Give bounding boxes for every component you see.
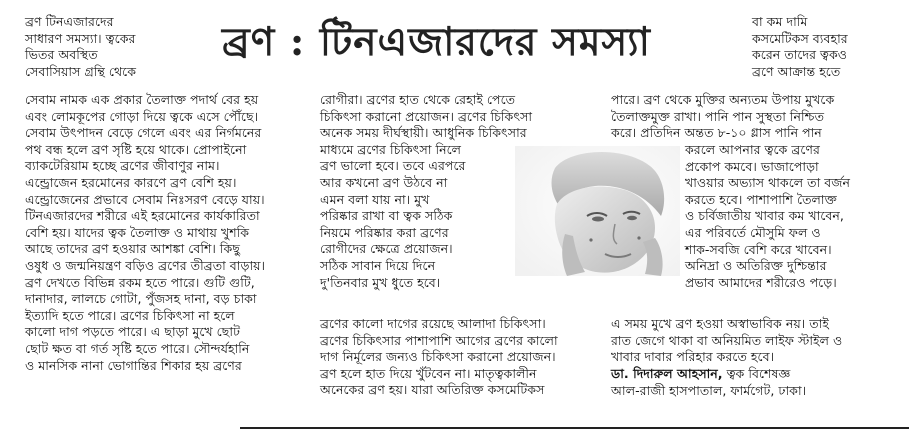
text-line: ওষুধ ও জন্মনিয়ন্ত্রণ বড়িও ব্রণের তীব্রতা বাড়ায়। — [25, 257, 266, 273]
text-line: টিনএজারদের শরীরে এই হরমোনের কার্যকারিতা — [25, 208, 260, 224]
column-1-text — [25, 92, 265, 374]
column-3-bottom-text — [611, 316, 842, 366]
text-line: ব্রণ টিনএজারদের — [25, 14, 114, 29]
text-line: করেন তাদের ত্বকও — [752, 47, 848, 63]
text-line: আর কখনো ব্রণ উঠবে না — [320, 174, 448, 190]
text-line: পারে। ব্রণ থেকে মুক্তির অন্যতম উপায় মুখকে — [611, 92, 835, 107]
text-line: বা কম দামি — [752, 14, 808, 29]
text-line: এ সময় মুখে ব্রণ হওয়া অস্বাভাবিক নয়। তাই — [611, 316, 829, 331]
intro-right — [752, 14, 848, 80]
author-byline — [611, 366, 806, 399]
text-line: খাবার দাবার পরিহার করতে হবে। — [611, 349, 775, 365]
text-line: কসমেটিকস ব্যবহার — [752, 30, 848, 46]
author-affiliation: আল-রাজী হাসপাতাল, ফার্মগেট, ঢাকা। — [611, 382, 807, 398]
column-2-text — [320, 92, 532, 291]
text-line: প্রভাব আমাদের শরীরেও পড়ে। — [685, 274, 837, 290]
text-line: ব্যাকটেরিয়াম হচ্ছে ব্রণের জীবাণুর নাম। — [25, 158, 220, 174]
text-line: ইত্যাদি হতে পারে। ব্রণের চিকিৎসা না হলে — [25, 307, 235, 323]
text-line: অনিদ্রা ও অতিরিক্ত দুশ্চিন্তার — [685, 258, 827, 274]
text-line: করতে হবে। পাশাপাশি তৈলাক্ত — [685, 191, 837, 207]
author-name: ডা. দিদারুল আহসান, — [611, 366, 723, 381]
text-line: রোগীদের ক্ষেত্রে প্রয়োজন। — [320, 241, 453, 257]
column-3-text — [611, 92, 834, 142]
text-line: ব্রণ হলে হাত দিয়ে খুঁটবেন না। মাতৃত্বকালীন — [320, 365, 537, 381]
acne-woman-photo — [515, 146, 680, 276]
text-line: সাধারণ সমস্যা। ত্বকের — [25, 30, 136, 46]
text-line: ব্রণ ভালো হবে। তবে এরপরে — [320, 158, 466, 174]
text-line: পরিষ্কার রাখা বা ত্বক সঠিক — [320, 208, 453, 224]
text-line: সেবাম নামক এক প্রকার তৈলাক্ত পদার্থ বের হয় — [25, 92, 259, 107]
text-line: ও চর্বিজাতীয় খাবার কম খাবেন, — [685, 208, 844, 224]
text-line: পথ বন্ধ হলে ব্রণ সৃষ্টি হয়ে থাকে। প্রোপাইনো — [25, 141, 247, 157]
column-2-bottom-text — [320, 316, 558, 399]
column-3-mid-text — [685, 142, 850, 291]
text-line: এবং লোমকূপের গোড়া দিয়ে ত্বকে এসে পৌঁছে। — [25, 108, 259, 124]
text-line: দানাদার, লালচে গোটা, পুঁজসহ দানা, বড় চাকা — [25, 291, 257, 307]
text-line: ব্রণের কালো দাগের রয়েছে আলাদা চিকিৎসা। — [320, 316, 546, 331]
text-line: ব্রণের চিকিৎসার পাশাপাশি আগের ব্রণের কালো — [320, 332, 558, 348]
text-line: ছোট ক্ষত বা গর্ত সৃষ্টি হতে পারে। সৌন্দর্যহানি — [25, 340, 250, 356]
text-line: কালো দাগ পড়তে পারে। এ ছাড়া মুখে ছোট — [25, 324, 240, 340]
article-headline: ব্রণ : টিনএজারদের সমস্যা — [222, 19, 651, 65]
text-line: ব্রণ দেখতে বিভিন্ন রকম হতে পারে। গুটি গুটি, — [25, 274, 255, 290]
text-line: আছে তাদের ব্রণ হওয়ার আশঙ্কা বেশি। কিছু — [25, 241, 240, 257]
text-line: মাধ্যমে ব্রণের চিকিৎসা নিলে — [320, 141, 462, 157]
text-line: সঠিক সাবান দিয়ে দিনে — [320, 257, 436, 273]
text-line: রোগীরা। ব্রণের হাত থেকে রেহাই পেতে — [320, 92, 516, 107]
text-line: করে। প্রতিদিন অন্তত ৮-১০ গ্লাস পানি পান — [611, 125, 822, 141]
text-line: চিকিৎসা করানো প্রয়োজন। ব্রণের চিকিৎসা — [320, 108, 533, 124]
text-line: নিয়মে পরিষ্কার করা ব্রণের — [320, 224, 449, 240]
text-line: অনেক সময় দীর্ঘস্থায়ী। আধুনিক চিকিৎসার — [320, 125, 527, 141]
author-title: ত্বক বিশেষজ্ঞ — [722, 366, 791, 381]
text-line: শাক-সবজি বেশি করে খাবেন। — [685, 241, 832, 257]
text-line: তৈলাক্তমুক্ত রাখা। পানি পান সুস্থতা নিশ্চিত — [611, 108, 825, 124]
text-line: করলে আপনার ত্বকে ব্রণের — [685, 142, 820, 157]
text-line: ব্রণে আক্রান্ত হতে — [752, 63, 841, 79]
text-line: রাত জেগে থাকা বা অনিয়মিত লাইফ স্টাইল ও — [611, 332, 843, 348]
text-line: অনেকের ব্রণ হয়। যারা অতিরিক্ত কসমেটিকস — [320, 382, 545, 398]
text-line: এমন বলা যায় না। মুখ — [320, 191, 430, 207]
photo-illustration — [515, 146, 680, 276]
text-line: সেবাম উৎপাদন বেড়ে গেলে এবং এর নির্গমনের — [25, 125, 262, 141]
text-line: বেশি হয়। যাদের ত্বক তৈলাক্ত ও মাথায় খুশকি — [25, 224, 250, 240]
text-line: প্রকোপ কমবে। ভাজাপোড়া — [685, 158, 819, 174]
text-line: দাগ নির্মূলের জন্যও চিকিৎসা করানো প্রয়োজন। — [320, 349, 556, 365]
intro-left — [25, 14, 136, 80]
text-line: সেবাসিয়াস গ্রন্থি থেকে — [25, 63, 137, 79]
text-line: এর পরিবর্তে মৌসুমি ফল ও — [685, 224, 821, 240]
text-line: ও মানসিক নানা ভোগান্তির শিকার হয় ব্রণের — [25, 357, 242, 373]
text-line: এন্ড্রোজেন হরমোনের কারণে ব্রণ বেশি হয়। — [25, 174, 237, 190]
text-line: খাওয়ার অভ্যাস থাকলে তা বর্জন — [685, 175, 851, 191]
text-line: ভিতর অবস্থিত — [25, 47, 98, 63]
text-line: দু'তিনবার মুখ ধুতে হবে। — [320, 274, 441, 290]
text-line: এন্ড্রোজেনের প্রভাবে সেবাম নিঃসরণ বেড়ে যায়। — [25, 191, 265, 207]
